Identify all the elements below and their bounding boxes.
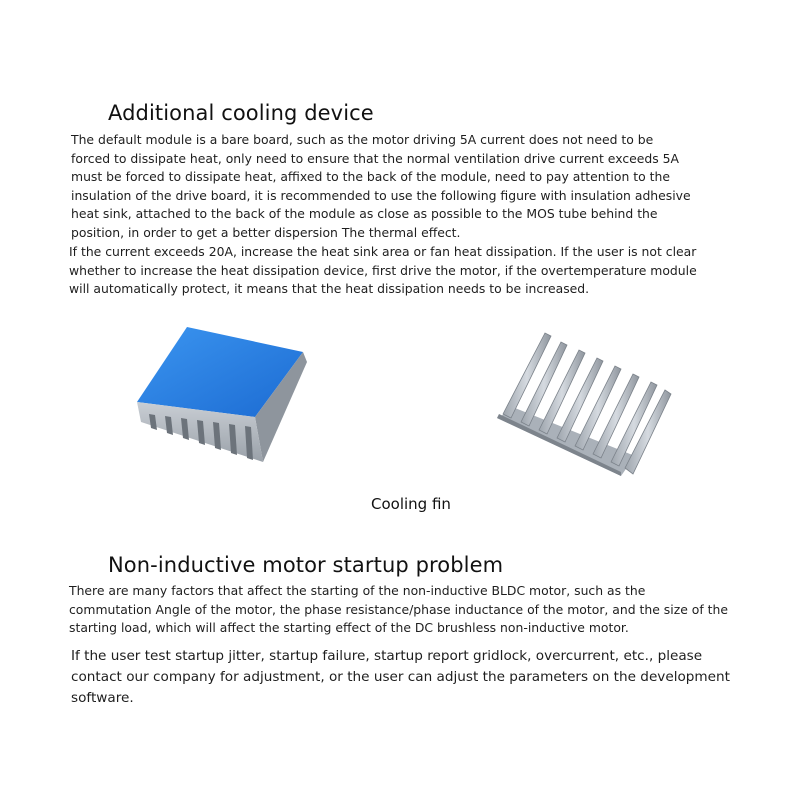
startup-paragraph-1: There are many factors that affect the starting of the non-inductive BLDC motor, such as the commutation Angle of the motor, the phase resistance/phase inductance of the motor, and the size of the starting load, which will affect the starting effect of the DC brushless non-inductive motor.: [69, 583, 728, 636]
startup-paragraph-2: If the user test startup jitter, startup failure, startup report gridlock, overcurrent, etc., please contact our company for adjustment, or the user can adjust the parameters on the development software.: [71, 648, 730, 706]
section-title-cooling: Additional cooling device: [108, 101, 374, 125]
aluminum-heatsink-image: [495, 328, 675, 478]
blue-heatsink-image: [135, 322, 310, 467]
cooling-paragraph-2: If the current exceeds 20A, increase the heat sink area or fan heat dissipation. If the user is not clear whether to increase the heat dissipation device, first drive the motor, if the overtemperature module will automatically protect, it means that the heat dissipation needs to be increased.: [69, 244, 697, 297]
section-title-startup: Non-inductive motor startup problem: [108, 553, 504, 577]
figure-caption: Cooling fin: [371, 495, 451, 513]
cooling-paragraph-1: The default module is a bare board, such as the motor driving 5A current does not need to be forced to dissipate heat, only need to ensure that the normal ventilation drive current exceeds 5A must be forced to dissipate heat, affixed to the back of the module, need to pay attention to the insulation of the drive board, it is recommended to use the following figure with insulation adhesive heat sink, attached to the back of the module as close as possible to the MOS tube behind the position, in order to get a better dispersion The thermal effect.: [71, 132, 691, 240]
